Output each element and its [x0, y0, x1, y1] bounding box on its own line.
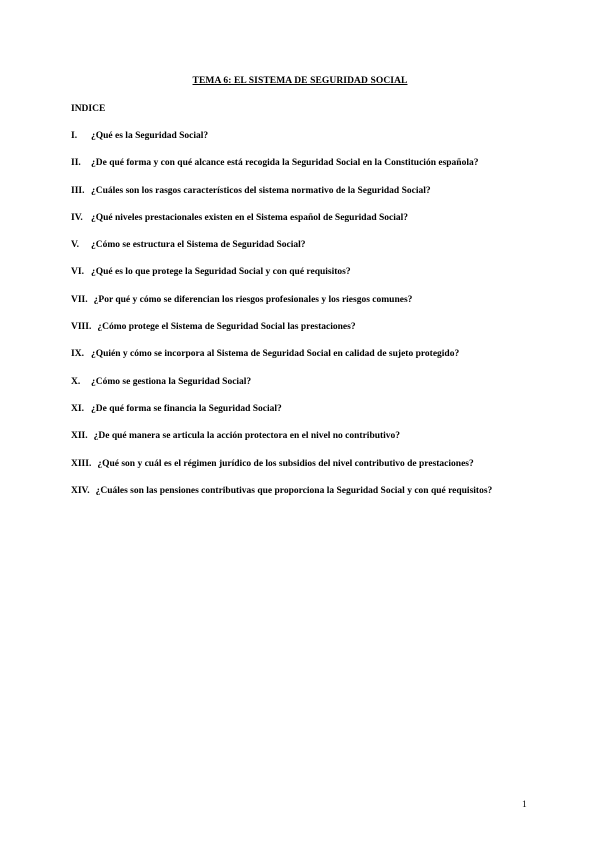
toc-item: [71, 267, 571, 294]
toc-numeral: VII .: [71, 295, 88, 305]
toc-numeral: IX .: [71, 349, 85, 359]
toc-question: ¿Cómo se estructura el Sistema de Seguridad Social?: [91, 240, 306, 251]
toc-numeral: VIII .: [71, 322, 91, 332]
toc-numeral: XI .: [71, 404, 85, 414]
toc-question: ¿Quién y cómo se incorpora al Sistema de Seguridad Social en calidad de sujeto protegido?: [91, 349, 460, 360]
toc-question: ¿Cuáles son los rasgos característicos del sistema normativo de la Seguridad Social?: [91, 185, 431, 196]
toc-question: ¿Cómo se gestiona la Seguridad Social?: [91, 376, 252, 387]
table-of-contents: [71, 131, 571, 513]
toc-item: [71, 240, 571, 267]
index-heading: INDICE: [71, 104, 106, 114]
toc-question: ¿Qué son y cuál es el régimen jurídico de los subsidios del nivel contributivo de prestaciones?: [97, 458, 474, 469]
toc-numeral: XIV .: [71, 486, 90, 496]
toc-item: [71, 404, 571, 431]
toc-question: ¿De qué forma se financia la Seguridad Social?: [91, 403, 282, 414]
toc-question: ¿Cómo protege el Sistema de Seguridad Social las prestaciones?: [97, 322, 356, 333]
toc-numeral: III .: [71, 186, 85, 196]
toc-item: [71, 158, 571, 185]
toc-question: ¿De qué manera se articula la acción protectora en el nivel no contributivo?: [93, 431, 401, 442]
toc-numeral: II .: [71, 158, 85, 168]
toc-item: [71, 431, 571, 458]
toc-question: ¿Por qué y cómo se diferencian los riesgos profesionales y los riesgos comunes?: [93, 294, 413, 305]
toc-numeral: X .: [71, 377, 85, 387]
document-title: TEMA 6: EL SISTEMA DE SEGURIDAD SOCIAL: [192, 76, 408, 86]
toc-item: [71, 349, 571, 376]
toc-item: [71, 486, 571, 513]
toc-item: [71, 377, 571, 404]
toc-numeral: V .: [71, 240, 85, 250]
toc-question: ¿Qué niveles prestacionales existen en el Sistema español de Seguridad Social?: [91, 212, 409, 223]
toc-item: [71, 322, 571, 349]
toc-item: [71, 295, 571, 322]
toc-numeral: I .: [71, 131, 85, 141]
toc-numeral: IV .: [71, 213, 85, 223]
toc-item: [71, 186, 571, 213]
toc-question: ¿De qué forma y con qué alcance está recogida la Seguridad Social en la Constitución española?: [91, 158, 479, 169]
toc-numeral: VI .: [71, 267, 85, 277]
toc-question: ¿Cuáles son las pensiones contributivas que proporciona la Seguridad Social y con qué requisitos?: [95, 485, 493, 496]
toc-question: ¿Qué es la Seguridad Social?: [91, 131, 209, 141]
toc-item: [71, 459, 571, 486]
toc-item: [71, 213, 571, 240]
toc-question: ¿Qué es lo que protege la Seguridad Social y con qué requisitos?: [91, 267, 351, 278]
toc-item: [71, 131, 571, 158]
toc-numeral: XIII .: [71, 459, 91, 469]
toc-numeral: XII .: [71, 431, 88, 441]
page-number: 1: [522, 800, 527, 810]
